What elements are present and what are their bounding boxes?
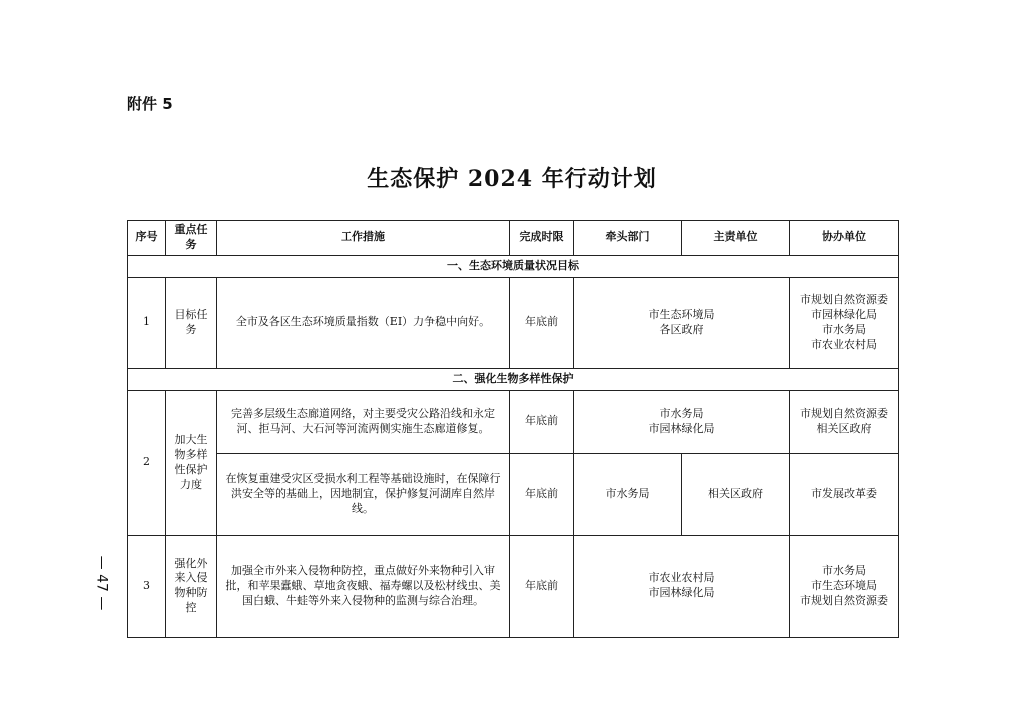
page-number <box>86 548 116 618</box>
header-no: 序号 <box>128 221 166 256</box>
lead-dept: 市农业农村局 <box>648 571 715 585</box>
row-no: 1 <box>128 277 166 368</box>
table-row <box>128 277 899 368</box>
section-row <box>128 255 899 277</box>
row-deadline: 年底前 <box>510 390 574 453</box>
attachment-label: 附件 5 <box>127 95 173 113</box>
lead-dept: 市水务局 <box>659 406 704 420</box>
action-plan-table <box>127 220 899 638</box>
assist-unit: 市农业农村局 <box>811 337 877 351</box>
table-row <box>128 390 899 453</box>
section-title: 一、生态环境质量状况目标 <box>128 255 899 277</box>
row-assist <box>790 535 899 637</box>
row-measure: 在恢复重建受灾区受损水利工程等基础设施时，在保障行洪安全等的基础上，因地制宜，保护修复河湖库自然岸线。 <box>217 453 510 535</box>
assist-unit: 市规划自然资源委 <box>800 406 888 420</box>
row-no: 3 <box>128 535 166 637</box>
header-lead: 牵头部门 <box>574 221 682 256</box>
row-task: 加大生物多样性保护力度 <box>166 390 217 535</box>
row-task: 目标任务 <box>166 277 217 368</box>
section-row <box>128 368 899 390</box>
assist-unit: 市规划自然资源委 <box>800 593 888 607</box>
assist-unit: 相关区政府 <box>816 421 872 435</box>
row-assist <box>790 453 899 535</box>
row-deadline: 年底前 <box>510 453 574 535</box>
row-deadline: 年底前 <box>510 277 574 368</box>
assist-unit: 市水务局 <box>822 563 866 577</box>
table-row <box>128 535 899 637</box>
assist-unit: 市水务局 <box>822 322 866 336</box>
header-assist: 协办单位 <box>790 221 899 256</box>
row-lead-main <box>574 390 790 453</box>
assist-unit: 市园林绿化局 <box>811 307 877 321</box>
row-measure: 加强全市外来入侵物种防控，重点做好外来物种引入审批，和苹果蠹蛾、草地贪夜蛾、福寿螺以及松材线虫、美国白蛾、牛蛙等外来入侵物种的监测与综合治理。 <box>217 535 510 637</box>
row-assist <box>790 277 899 368</box>
lead-dept: 市园林绿化局 <box>648 421 715 435</box>
row-assist <box>790 390 899 453</box>
assist-unit: 市规划自然资源委 <box>800 293 888 306</box>
header-measure: 工作措施 <box>217 221 510 256</box>
row-lead-main <box>574 535 790 637</box>
lead-dept: 各区政府 <box>659 322 704 336</box>
section-title: 二、强化生物多样性保护 <box>128 368 899 390</box>
lead-dept: 市园林绿化局 <box>648 586 715 600</box>
header-main: 主责单位 <box>682 221 790 256</box>
row-deadline: 年底前 <box>510 535 574 637</box>
page-title: 生态保护 2024 年行动计划 <box>367 166 657 192</box>
row-lead: 市水务局 <box>574 453 682 535</box>
assist-unit: 市生态环境局 <box>811 578 877 592</box>
lead-dept: 市生态环境局 <box>648 307 715 321</box>
header-deadline: 完成时限 <box>510 221 574 256</box>
row-measure: 完善多层级生态廊道网络，对主要受灾公路沿线和永定河、拒马河、大石河等河流两侧实施生态廊道修复。 <box>217 390 510 453</box>
page-number-text: — 47 — <box>93 555 109 611</box>
table-row <box>128 453 899 535</box>
row-task: 强化外来入侵物种防控 <box>166 535 217 637</box>
row-measure: 全市及各区生态环境质量指数（EI）力争稳中向好。 <box>217 277 510 368</box>
table-header-row <box>128 221 899 256</box>
row-main: 相关区政府 <box>682 453 790 535</box>
assist-unit: 市发展改革委 <box>811 486 877 500</box>
row-lead-main <box>574 277 790 368</box>
row-no: 2 <box>128 390 166 535</box>
header-task: 重点任务 <box>166 221 217 256</box>
